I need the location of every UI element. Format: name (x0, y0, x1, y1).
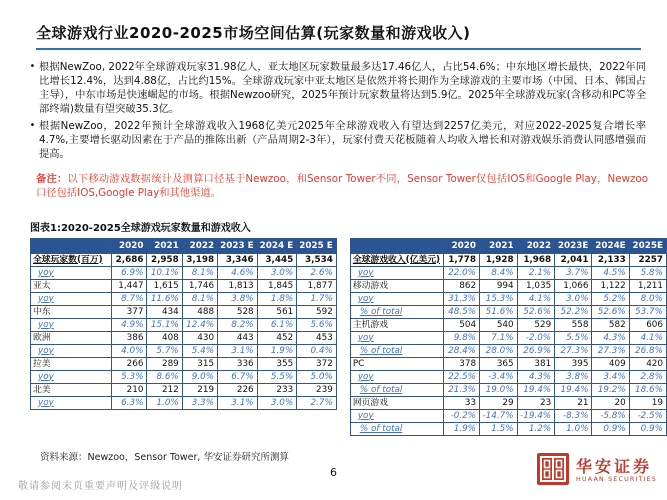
cell-value: 315 (182, 358, 217, 371)
cell-value: 3.8% (555, 371, 592, 384)
table-row (350, 306, 666, 319)
cell-value: 994 (480, 280, 518, 293)
data-tables (30, 238, 667, 436)
table-row (31, 332, 337, 345)
cell-value: 33 (444, 397, 480, 410)
row-label: % of total (350, 384, 443, 397)
note-text: 以下移动游戏数据统计及测算口径基于Newzoo，和Sensor Tower不同，Sensor Tower仅包括IOS和Google Play，Newzoo口径包括IOS,Google Play和其他渠道。 (36, 173, 648, 199)
year-header: 2024E (592, 239, 629, 254)
cell-value: 377 (112, 306, 147, 319)
cell-value: 1.9% (444, 423, 480, 436)
corner-cell (350, 239, 443, 254)
cell-value: 1.2% (517, 423, 555, 436)
cell-value: 395 (555, 358, 592, 371)
row-label: % of total (350, 306, 443, 319)
cell-value: 6.7% (218, 371, 258, 384)
row-label: yoy (31, 371, 112, 384)
table-row (31, 293, 337, 306)
cell-value: 2,133 (592, 254, 629, 267)
table-row (350, 358, 666, 371)
cell-value: 3,198 (182, 254, 217, 267)
cell-value: 4.5% (592, 267, 629, 280)
cell-value: 529 (517, 319, 555, 332)
row-label: yoy (350, 293, 443, 306)
row-label: yoy (31, 319, 112, 332)
cell-value: 8.1% (182, 293, 217, 306)
row-label: PC (350, 358, 443, 371)
cell-value: 4.1% (517, 293, 555, 306)
cell-value: 378 (444, 358, 480, 371)
cell-value: 2.1% (517, 267, 555, 280)
cell-value: 4.3% (592, 332, 629, 345)
header-row (350, 239, 666, 254)
cell-value: 19.4% (517, 384, 555, 397)
table-row (350, 371, 666, 384)
table-row (31, 397, 337, 410)
cell-value: 1,968 (517, 254, 555, 267)
players-table (30, 238, 337, 436)
cell-value: 3,346 (218, 254, 258, 267)
row-label: 全球游戏收入(亿美元) (350, 254, 443, 267)
cell-value: 355 (257, 358, 297, 371)
cell-value: -14.7% (480, 410, 518, 423)
cell-value: 558 (555, 319, 592, 332)
bullet-marker: • (29, 120, 36, 131)
row-label: 中东 (31, 306, 112, 319)
bullet-item (26, 60, 646, 116)
bullet-item (26, 119, 646, 161)
cell-value: 1,122 (592, 280, 629, 293)
year-header: 2023E (555, 239, 592, 254)
revenue-grid (350, 238, 667, 436)
cell-value: 504 (444, 319, 480, 332)
table-row (350, 423, 666, 436)
cell-value: 22.0% (444, 267, 480, 280)
row-label: yoy (31, 293, 112, 306)
row-label: % of total (350, 423, 443, 436)
year-header: 2025 E (297, 239, 337, 254)
cell-value: 12.4% (182, 319, 217, 332)
cell-value: 18.6% (629, 384, 666, 397)
row-label: yoy (350, 332, 443, 345)
table-row (31, 371, 337, 384)
corner-cell (31, 239, 112, 254)
cell-value: 15.3% (480, 293, 518, 306)
cell-value: 52.6% (517, 306, 555, 319)
row-label: 移动游戏 (350, 280, 443, 293)
cell-value: 336 (218, 358, 258, 371)
table-row (31, 345, 337, 358)
cell-value: 6.9% (112, 267, 147, 280)
cell-value: 289 (147, 358, 182, 371)
row-label: 主机游戏 (350, 319, 443, 332)
cell-value: 5.6% (297, 319, 337, 332)
table-row (31, 254, 337, 267)
table-row (31, 384, 337, 397)
cell-value: 26.9% (517, 345, 555, 358)
cell-value: 53.7% (629, 306, 666, 319)
table-row (350, 280, 666, 293)
cell-value: 592 (297, 306, 337, 319)
row-label: yoy (350, 410, 443, 423)
cell-value: 23 (517, 397, 555, 410)
year-header: 2022 (517, 239, 555, 254)
cell-value: 9.0% (182, 371, 217, 384)
cell-value: 1,066 (555, 280, 592, 293)
cell-value: 2257 (629, 254, 666, 267)
year-header: 2021 (147, 239, 182, 254)
cell-value: 430 (182, 332, 217, 345)
year-header: 2024 E (257, 239, 297, 254)
cell-value: 2,958 (147, 254, 182, 267)
cell-value: 452 (257, 332, 297, 345)
row-label: yoy (31, 345, 112, 358)
page-number: 6 (330, 466, 337, 479)
cell-value: -19.4% (517, 410, 555, 423)
cell-value: 1,447 (112, 280, 147, 293)
cell-value: 4.1% (629, 332, 666, 345)
cell-value: 2.8% (629, 371, 666, 384)
cell-value: -5.8% (592, 410, 629, 423)
cell-value: 19 (629, 397, 666, 410)
cell-value: 0.9% (629, 423, 666, 436)
cell-value: 3,445 (257, 254, 297, 267)
page-title: 全球游戏行业2020-2025市场空间估算(玩家数量和游戏收入) (36, 22, 641, 50)
data-caliber-note (36, 172, 648, 200)
cell-value: 21.3% (444, 384, 480, 397)
cell-value: 11.6% (147, 293, 182, 306)
cell-value: 266 (112, 358, 147, 371)
cell-value: 5.4% (182, 345, 217, 358)
cell-value: -2.0% (517, 332, 555, 345)
cell-value: 5.8% (629, 267, 666, 280)
table-row (31, 358, 337, 371)
cell-value: 862 (444, 280, 480, 293)
cell-value: 28.4% (444, 345, 480, 358)
cell-value: 8.1% (182, 267, 217, 280)
cell-value: 5.2% (592, 293, 629, 306)
year-header: 2025E (629, 239, 666, 254)
cell-value: 2.7% (297, 397, 337, 410)
year-header: 2020 (112, 239, 147, 254)
figure-caption: 图表1:2020-2025全球游戏玩家数量和游戏收入 (30, 223, 251, 234)
cell-value: 8.7% (112, 293, 147, 306)
row-label: % of total (350, 345, 443, 358)
cell-value: 409 (592, 358, 629, 371)
cell-value: 1,211 (629, 280, 666, 293)
footer-disclaimer: 敬请参阅末页重要声明及评级说明 (18, 481, 183, 492)
cell-value: 2,686 (112, 254, 147, 267)
huaan-securities-logo (536, 452, 657, 490)
cell-value: 488 (182, 306, 217, 319)
cell-value: 0.4% (297, 345, 337, 358)
cell-value: 48.5% (444, 306, 480, 319)
cell-value: 3.1% (218, 397, 258, 410)
cell-value: 5.0% (297, 371, 337, 384)
cell-value: 20 (592, 397, 629, 410)
cell-value: 52.2% (555, 306, 592, 319)
row-label: 北美 (31, 384, 112, 397)
cell-value: 28.0% (480, 345, 518, 358)
cell-value: 1.5% (480, 423, 518, 436)
cell-value: 1,615 (147, 280, 182, 293)
cell-value: 5.5% (555, 332, 592, 345)
cell-value: 7.1% (480, 332, 518, 345)
cell-value: 1.0% (147, 397, 182, 410)
cell-value: 212 (147, 384, 182, 397)
table-row (31, 280, 337, 293)
cell-value: 26.8% (629, 345, 666, 358)
table-row (350, 293, 666, 306)
cell-value: 4.6% (218, 267, 258, 280)
header-row (31, 239, 337, 254)
cell-value: 19.2% (592, 384, 629, 397)
cell-value: 443 (218, 332, 258, 345)
cell-value: 29 (480, 397, 518, 410)
cell-value: 31.3% (444, 293, 480, 306)
table-row (350, 267, 666, 280)
table-row (350, 319, 666, 332)
cell-value: 8.4% (480, 267, 518, 280)
year-header: 2022 (182, 239, 217, 254)
table-row (31, 306, 337, 319)
cell-value: 5.7% (147, 345, 182, 358)
row-label: 欧洲 (31, 332, 112, 345)
cell-value: 219 (182, 384, 217, 397)
cell-value: 3.7% (555, 267, 592, 280)
cell-value: -8.3% (555, 410, 592, 423)
cell-value: 5.5% (257, 371, 297, 384)
year-header: 2023 E (218, 239, 258, 254)
row-label: 全球玩家数(百万) (31, 254, 112, 267)
cell-value: 9.8% (444, 332, 480, 345)
cell-value: 3.0% (257, 267, 297, 280)
cell-value: 8.6% (147, 371, 182, 384)
cell-value: 372 (297, 358, 337, 371)
cell-value: 52.6% (592, 306, 629, 319)
cell-value: 3.0% (257, 397, 297, 410)
cell-value: -2.5% (629, 410, 666, 423)
summary-bullets (26, 60, 646, 164)
table-row (350, 397, 666, 410)
table-row (31, 319, 337, 332)
cell-value: 1.7% (297, 293, 337, 306)
cell-value: 2.6% (297, 267, 337, 280)
row-label: 亚太 (31, 280, 112, 293)
row-label: yoy (31, 267, 112, 280)
bullet-marker: • (29, 61, 36, 72)
table-row (350, 332, 666, 345)
cell-value: 540 (480, 319, 518, 332)
source-note: 资料来源：Newzoo，Sensor Tower, 华安证券研究所测算 (40, 452, 289, 463)
cell-value: 5.3% (112, 371, 147, 384)
cell-value: 19.4% (555, 384, 592, 397)
note-label: 备注： (36, 173, 68, 185)
year-header: 2020 (444, 239, 480, 254)
row-label: 网页游戏 (350, 397, 443, 410)
cell-value: 582 (592, 319, 629, 332)
row-label: yoy (350, 267, 443, 280)
cell-value: 1,778 (444, 254, 480, 267)
cell-value: 528 (218, 306, 258, 319)
cell-value: 6.3% (112, 397, 147, 410)
cell-value: 3.1% (218, 345, 258, 358)
cell-value: 8.0% (629, 293, 666, 306)
cell-value: 1.8% (257, 293, 297, 306)
cell-value: 381 (517, 358, 555, 371)
cell-value: 1,928 (480, 254, 518, 267)
cell-value: 15.1% (147, 319, 182, 332)
cell-value: 3.3% (182, 397, 217, 410)
cell-value: 21 (555, 397, 592, 410)
seal-icon (536, 452, 570, 490)
cell-value: 408 (147, 332, 182, 345)
cell-value: 3.0% (555, 293, 592, 306)
bullet-text: 根据NewZoo，2022年预计全球游戏收入1968亿美元2025年全球游戏收入有望达到2257亿美元，对应2022-2025复合增长率4.7%,主要增长驱动因素在于产品的推陈出新（产品周期2-3年），玩家付费天花板随着人均收入增长和对游戏娱乐消费认同感增强而提高。 (39, 120, 646, 160)
cell-value: 239 (297, 384, 337, 397)
cell-value: 8.2% (218, 319, 258, 332)
cell-value: 453 (297, 332, 337, 345)
cell-value: 10.1% (147, 267, 182, 280)
table-row (350, 384, 666, 397)
cell-value: 0.9% (592, 423, 629, 436)
cell-value: 1.9% (257, 345, 297, 358)
row-label: yoy (31, 397, 112, 410)
year-header: 2021 (480, 239, 518, 254)
bullet-text: 根据NewZoo, 2022年全球游戏玩家31.98亿人，亚太地区玩家数量最多达17.46亿人，占比54.6%；中东地区增长最快，2022年同比增长12.4%，达到4.88亿，占比约15%。全球游戏玩家中亚太地区是依然并将长期作为全球游戏的主要市场（中国、日本、韩国占主导），中东市场是快速崛起的市场。根据Newzoo研究，2025年预计玩家数量将达到5.9亿。2025年全球游戏玩家(含移动和PC等全部终端)数量有望突破35.3亿。 (39, 61, 646, 115)
cell-value: 1.0% (555, 423, 592, 436)
cell-value: 1,746 (182, 280, 217, 293)
logo-text (576, 458, 657, 484)
cell-value: 226 (218, 384, 258, 397)
cell-value: 3,534 (297, 254, 337, 267)
cell-value: 606 (629, 319, 666, 332)
cell-value: 6.1% (257, 319, 297, 332)
cell-value: 210 (112, 384, 147, 397)
cell-value: 3.4% (592, 371, 629, 384)
players-grid (30, 238, 337, 410)
cell-value: 19.0% (480, 384, 518, 397)
cell-value: 22.5% (444, 371, 480, 384)
cell-value: 27.3% (592, 345, 629, 358)
cell-value: 4.9% (112, 319, 147, 332)
cell-value: 233 (257, 384, 297, 397)
cell-value: 386 (112, 332, 147, 345)
cell-value: 27.3% (555, 345, 592, 358)
cell-value: 1,877 (297, 280, 337, 293)
table-row (31, 267, 337, 280)
row-label: 拉美 (31, 358, 112, 371)
cell-value: 51.6% (480, 306, 518, 319)
cell-value: 420 (629, 358, 666, 371)
cell-value: -0.2% (444, 410, 480, 423)
cell-value: 3.8% (218, 293, 258, 306)
cell-value: 1,813 (218, 280, 258, 293)
cell-value: 4.3% (517, 371, 555, 384)
cell-value: 2,041 (555, 254, 592, 267)
table-row (350, 345, 666, 358)
cell-value: 561 (257, 306, 297, 319)
cell-value: 4.0% (112, 345, 147, 358)
row-label: yoy (350, 371, 443, 384)
cell-value: 1,845 (257, 280, 297, 293)
cell-value: 365 (480, 358, 518, 371)
cell-value: 1,035 (517, 280, 555, 293)
logo-name-en: HUAAN SECURITIES (576, 476, 657, 483)
table-row (350, 254, 666, 267)
table-row (350, 410, 666, 423)
logo-name-cn: 华安证券 (576, 457, 653, 476)
cell-value: 434 (147, 306, 182, 319)
revenue-table (350, 238, 667, 436)
cell-value: -3.4% (480, 371, 518, 384)
